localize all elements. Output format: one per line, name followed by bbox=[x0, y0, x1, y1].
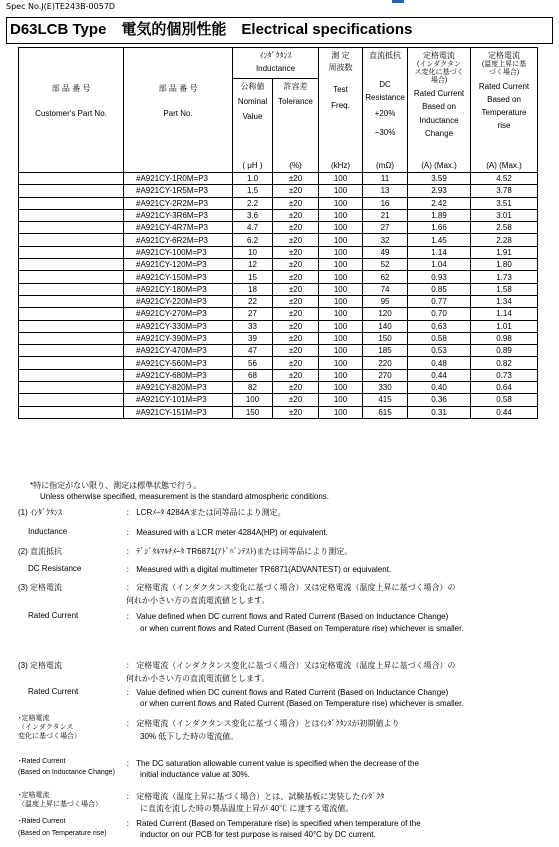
customer-part-no-cell bbox=[19, 369, 124, 381]
table-row bbox=[19, 283, 538, 295]
header-part-no: 部 品 番 号 Part No. bbox=[124, 48, 233, 173]
note3-text-en1: ： Value defined when DC current flows and Rated Current (Based on Inductance Change) bbox=[126, 612, 449, 621]
nominal-value-cell: 1.0 bbox=[233, 173, 273, 185]
dc-resistance-cell: 62 bbox=[363, 271, 408, 283]
rated-current-temperature-cell: 3.51 bbox=[471, 197, 538, 209]
tolerance-cell: ±20 bbox=[273, 185, 319, 197]
part-no-cell: #A921CY-150M=P3 bbox=[124, 271, 233, 283]
nominal-value-cell: 82 bbox=[233, 382, 273, 394]
tolerance-cell: ±20 bbox=[273, 406, 319, 418]
customer-part-no-cell bbox=[19, 320, 124, 332]
note4-label-en: Rated Current bbox=[28, 687, 79, 696]
dc-resistance-cell: 32 bbox=[363, 234, 408, 246]
rated-current-temperature-cell: 0.82 bbox=[471, 357, 538, 369]
part-no-cell: #A921CY-680M=P3 bbox=[124, 369, 233, 381]
test-freq-cell: 100 bbox=[319, 259, 363, 271]
note6-label-en2: (Based on Temperature rise) bbox=[18, 830, 107, 837]
nominal-value-cell: 33 bbox=[233, 320, 273, 332]
customer-part-no-cell bbox=[19, 357, 124, 369]
rated-current-inductance-cell: 1.89 bbox=[408, 209, 471, 221]
note1-label-en: Inductance bbox=[28, 527, 68, 536]
note6-text-en2: inductor on our PCB for test purpose is raised 40°C by DC current. bbox=[140, 830, 376, 839]
note6-text-jp2: に直流を流した時の製品温度上昇が 40℃ に達する電流値。 bbox=[140, 804, 354, 813]
note5-label-jp3: 変化に基づく場合） bbox=[18, 733, 81, 740]
rated-current-temperature-cell: 1.14 bbox=[471, 308, 538, 320]
table-row bbox=[19, 173, 538, 185]
test-freq-cell: 100 bbox=[319, 295, 363, 307]
dc-resistance-cell: 95 bbox=[363, 295, 408, 307]
general-note-en: Unless otherwise specified, measurement is the standard atmospheric conditions. bbox=[40, 492, 330, 501]
note4-text-en1: ： Value defined when DC current flows and Rated Current (Based on Inductance Change) bbox=[126, 688, 449, 697]
test-freq-cell: 100 bbox=[319, 185, 363, 197]
rated-current-inductance-cell: 0.70 bbox=[408, 308, 471, 320]
note3-text-jp2: 何れか小さい方の直流電流値とします。 bbox=[126, 596, 270, 605]
note2-text-en: ： Measured with a digital multimeter TR6871(ADVANTEST) or equivalent. bbox=[126, 565, 392, 574]
test-freq-cell: 100 bbox=[319, 197, 363, 209]
part-no-cell: #A921CY-1R0M=P3 bbox=[124, 173, 233, 185]
rated-current-temperature-cell: 1.58 bbox=[471, 283, 538, 295]
table-row bbox=[19, 406, 538, 418]
table-row bbox=[19, 197, 538, 209]
accent-mark bbox=[392, 0, 404, 3]
table-row bbox=[19, 259, 538, 271]
table-row bbox=[19, 209, 538, 221]
nominal-value-cell: 100 bbox=[233, 394, 273, 406]
rated-current-inductance-cell: 1.14 bbox=[408, 246, 471, 258]
rated-current-temperature-cell: 1.01 bbox=[471, 320, 538, 332]
tolerance-cell: ±20 bbox=[273, 246, 319, 258]
dc-resistance-cell: 185 bbox=[363, 345, 408, 357]
note4-text-jp1: ： 定格電流（インダクタンス変化に基づく場合）又は定格電流（温度上昇に基づく場合）の bbox=[126, 661, 456, 670]
part-no-cell: #A921CY-101M=P3 bbox=[124, 394, 233, 406]
rated-current-temperature-cell: 3.78 bbox=[471, 185, 538, 197]
part-no-cell: #A921CY-220M=P3 bbox=[124, 295, 233, 307]
customer-part-no-cell bbox=[19, 406, 124, 418]
note3-label-en: Rated Current bbox=[28, 611, 79, 620]
rated-current-temperature-cell: 0.89 bbox=[471, 345, 538, 357]
rated-current-inductance-cell: 0.85 bbox=[408, 283, 471, 295]
customer-part-no-cell bbox=[19, 295, 124, 307]
page-title: D63LCB Type 電気的個別性能 Electrical specifications bbox=[6, 17, 553, 44]
tolerance-cell: ±20 bbox=[273, 197, 319, 209]
test-freq-cell: 100 bbox=[319, 406, 363, 418]
note6-label-jp1: ･定格電流 bbox=[18, 792, 50, 799]
nominal-value-cell: 12 bbox=[233, 259, 273, 271]
test-freq-cell: 100 bbox=[319, 357, 363, 369]
note6-text-jp1: ： 定格電流（温度上昇に基づく場合）とは、試験基板に実装したｲﾝﾀﾞｸﾀ bbox=[126, 792, 385, 801]
dc-resistance-cell: 330 bbox=[363, 382, 408, 394]
rated-current-inductance-cell: 0.31 bbox=[408, 406, 471, 418]
note6-label-en1: ･Rated Current bbox=[18, 818, 66, 825]
dc-resistance-cell: 220 bbox=[363, 357, 408, 369]
spec-number: Spec No.J(E)TE243B-0057D bbox=[6, 2, 116, 11]
header-nominal-value: 公称値 Nominal Value ( μH ) bbox=[233, 79, 273, 173]
dc-resistance-cell: 16 bbox=[363, 197, 408, 209]
customer-part-no-cell bbox=[19, 197, 124, 209]
rated-current-temperature-cell: 3.01 bbox=[471, 209, 538, 221]
nominal-value-cell: 39 bbox=[233, 332, 273, 344]
dc-resistance-cell: 150 bbox=[363, 332, 408, 344]
table-row bbox=[19, 246, 538, 258]
dc-resistance-cell: 27 bbox=[363, 222, 408, 234]
part-no-cell: #A921CY-4R7M=P3 bbox=[124, 222, 233, 234]
note5-text-en2: initial inductance value at 30%. bbox=[140, 770, 250, 779]
part-no-cell: #A921CY-180M=P3 bbox=[124, 283, 233, 295]
dc-resistance-cell: 120 bbox=[363, 308, 408, 320]
nominal-value-cell: 2.2 bbox=[233, 197, 273, 209]
note5-label-en1: ･Rated Current bbox=[18, 758, 66, 765]
rated-current-temperature-cell: 0.64 bbox=[471, 382, 538, 394]
rated-current-inductance-cell: 1.66 bbox=[408, 222, 471, 234]
rated-current-inductance-cell: 1.45 bbox=[408, 234, 471, 246]
nominal-value-cell: 4.7 bbox=[233, 222, 273, 234]
tolerance-cell: ±20 bbox=[273, 222, 319, 234]
tolerance-cell: ±20 bbox=[273, 320, 319, 332]
table-row bbox=[19, 382, 538, 394]
customer-part-no-cell bbox=[19, 246, 124, 258]
dc-resistance-cell: 21 bbox=[363, 209, 408, 221]
note1-text-jp: ： LCRﾒｰﾀ 4284Aまたは同等品により測定。 bbox=[126, 508, 286, 517]
customer-part-no-cell bbox=[19, 345, 124, 357]
tolerance-cell: ±20 bbox=[273, 295, 319, 307]
rated-current-temperature-cell: 2.58 bbox=[471, 222, 538, 234]
rated-current-inductance-cell: 3.59 bbox=[408, 173, 471, 185]
tolerance-cell: ±20 bbox=[273, 394, 319, 406]
rated-current-inductance-cell: 2.93 bbox=[408, 185, 471, 197]
nominal-value-cell: 27 bbox=[233, 308, 273, 320]
part-no-cell: #A921CY-2R2M=P3 bbox=[124, 197, 233, 209]
dc-resistance-cell: 415 bbox=[363, 394, 408, 406]
note3-label-jp: (3) 定格電流 bbox=[18, 583, 62, 592]
test-freq-cell: 100 bbox=[319, 394, 363, 406]
rated-current-temperature-cell: 1.73 bbox=[471, 271, 538, 283]
nominal-value-cell: 6.2 bbox=[233, 234, 273, 246]
note4-text-jp2: 何れか小さい方の直流電流値とします。 bbox=[126, 674, 270, 683]
note3-text-jp1: ： 定格電流（インダクタンス変化に基づく場合）又は定格電流（温度上昇に基づく場合）の bbox=[126, 583, 456, 592]
rated-current-inductance-cell: 0.53 bbox=[408, 345, 471, 357]
rated-current-inductance-cell: 0.40 bbox=[408, 382, 471, 394]
rated-current-inductance-cell: 0.58 bbox=[408, 332, 471, 344]
note3-text-en2: or when current flows and Rated Current (Based on Temperature rise) whichever is smaller. bbox=[140, 624, 464, 633]
table-row bbox=[19, 394, 538, 406]
test-freq-cell: 100 bbox=[319, 222, 363, 234]
header-rated-current-inductance: 定格電流 (インダクタンス変化に基づく場合) Rated Current Based on Inductance Change (A) (Max.) bbox=[408, 48, 471, 173]
dc-resistance-cell: 74 bbox=[363, 283, 408, 295]
dc-resistance-cell: 270 bbox=[363, 369, 408, 381]
note5-label-jp1: ･定格電流 bbox=[18, 715, 50, 722]
test-freq-cell: 100 bbox=[319, 308, 363, 320]
dc-resistance-cell: 615 bbox=[363, 406, 408, 418]
customer-part-no-cell bbox=[19, 308, 124, 320]
nominal-value-cell: 56 bbox=[233, 357, 273, 369]
note5-text-jp1: ： 定格電流（インダクタンス変化に基づく場合）とはｲﾝﾀﾞｸﾀﾝｽが初期値より bbox=[126, 719, 400, 728]
part-no-cell: #A921CY-3R6M=P3 bbox=[124, 209, 233, 221]
nominal-value-cell: 22 bbox=[233, 295, 273, 307]
nominal-value-cell: 18 bbox=[233, 283, 273, 295]
table-row bbox=[19, 357, 538, 369]
note1-label-jp: (1) ｲﾝﾀﾞｸﾀﾝｽ bbox=[18, 508, 62, 517]
table-row bbox=[19, 332, 538, 344]
test-freq-cell: 100 bbox=[319, 209, 363, 221]
nominal-value-cell: 150 bbox=[233, 406, 273, 418]
test-freq-cell: 100 bbox=[319, 345, 363, 357]
test-freq-cell: 100 bbox=[319, 234, 363, 246]
part-no-cell: #A921CY-1R5M=P3 bbox=[124, 185, 233, 197]
note5-text-en1: ： The DC saturation allowable current value is specified when the decrease of the bbox=[126, 759, 419, 768]
note4-label-jp: (3) 定格電流 bbox=[18, 661, 62, 670]
part-no-cell: #A921CY-6R2M=P3 bbox=[124, 234, 233, 246]
table-row bbox=[19, 345, 538, 357]
tolerance-cell: ±20 bbox=[273, 234, 319, 246]
note6-label-jp2: （温度上昇に基づく場合） bbox=[18, 801, 102, 808]
test-freq-cell: 100 bbox=[319, 271, 363, 283]
tolerance-cell: ±20 bbox=[273, 283, 319, 295]
rated-current-temperature-cell: 1.34 bbox=[471, 295, 538, 307]
test-freq-cell: 100 bbox=[319, 173, 363, 185]
note2-text-jp: ： ﾃﾞｼﾞﾀﾙﾏﾙﾁﾒｰﾀ TR6871(ｱﾄﾞﾊﾞﾝﾃｽﾄ)または同等品により測定。 bbox=[126, 547, 353, 556]
tolerance-cell: ±20 bbox=[273, 308, 319, 320]
rated-current-inductance-cell: 0.44 bbox=[408, 369, 471, 381]
table-row bbox=[19, 185, 538, 197]
test-freq-cell: 100 bbox=[319, 320, 363, 332]
part-no-cell: #A921CY-151M=P3 bbox=[124, 406, 233, 418]
table-row bbox=[19, 222, 538, 234]
table-row bbox=[19, 234, 538, 246]
table-row bbox=[19, 320, 538, 332]
nominal-value-cell: 1.5 bbox=[233, 185, 273, 197]
header-tolerance: 許容差 Tolerance (%) bbox=[273, 79, 319, 173]
customer-part-no-cell bbox=[19, 283, 124, 295]
tolerance-cell: ±20 bbox=[273, 357, 319, 369]
rated-current-temperature-cell: 4.52 bbox=[471, 173, 538, 185]
header-inductance-group: ｲﾝﾀﾞｸﾀﾝｽ Inductance bbox=[233, 48, 319, 79]
customer-part-no-cell bbox=[19, 382, 124, 394]
part-no-cell: #A921CY-120M=P3 bbox=[124, 259, 233, 271]
table-row bbox=[19, 271, 538, 283]
header-customer-part-no: 部 品 番 号 Customer's Part No. bbox=[19, 48, 124, 173]
table-row bbox=[19, 308, 538, 320]
part-no-cell: #A921CY-390M=P3 bbox=[124, 332, 233, 344]
note5-label-en2: (Based on Inductance Change) bbox=[18, 769, 115, 776]
rated-current-inductance-cell: 1.04 bbox=[408, 259, 471, 271]
rated-current-inductance-cell: 0.48 bbox=[408, 357, 471, 369]
test-freq-cell: 100 bbox=[319, 332, 363, 344]
rated-current-inductance-cell: 0.63 bbox=[408, 320, 471, 332]
nominal-value-cell: 10 bbox=[233, 246, 273, 258]
dc-resistance-cell: 13 bbox=[363, 185, 408, 197]
note4-text-en2: or when current flows and Rated Current (Based on Temperature rise) whichever is smaller. bbox=[140, 699, 464, 708]
tolerance-cell: ±20 bbox=[273, 271, 319, 283]
part-no-cell: #A921CY-270M=P3 bbox=[124, 308, 233, 320]
tolerance-cell: ±20 bbox=[273, 332, 319, 344]
customer-part-no-cell bbox=[19, 222, 124, 234]
part-no-cell: #A921CY-330M=P3 bbox=[124, 320, 233, 332]
table-row bbox=[19, 295, 538, 307]
tolerance-cell: ±20 bbox=[273, 382, 319, 394]
part-no-cell: #A921CY-820M=P3 bbox=[124, 382, 233, 394]
nominal-value-cell: 3.6 bbox=[233, 209, 273, 221]
test-freq-cell: 100 bbox=[319, 382, 363, 394]
customer-part-no-cell bbox=[19, 234, 124, 246]
test-freq-cell: 100 bbox=[319, 369, 363, 381]
nominal-value-cell: 68 bbox=[233, 369, 273, 381]
tolerance-cell: ±20 bbox=[273, 173, 319, 185]
note6-text-en1: ： Rated Current (Based on Temperature rise) is specified when temperature of the bbox=[126, 819, 421, 828]
note2-label-jp: (2) 直流抵抗 bbox=[18, 547, 62, 556]
note5-label-jp2: （インダクタンス bbox=[18, 724, 74, 731]
customer-part-no-cell bbox=[19, 259, 124, 271]
rated-current-inductance-cell: 0.36 bbox=[408, 394, 471, 406]
tolerance-cell: ±20 bbox=[273, 259, 319, 271]
tolerance-cell: ±20 bbox=[273, 369, 319, 381]
spec-table bbox=[18, 47, 538, 419]
header-rated-current-temperature: 定格電流 (温度上昇に基づく場合) Rated Current Based on Temperature rise (A) (Max.) bbox=[471, 48, 538, 173]
header-dc-resistance: 直流抵抗 DC Resistance +20% −30% (mΩ) bbox=[363, 48, 408, 173]
customer-part-no-cell bbox=[19, 332, 124, 344]
spec-table-body bbox=[19, 173, 538, 419]
dc-resistance-cell: 52 bbox=[363, 259, 408, 271]
rated-current-temperature-cell: 0.98 bbox=[471, 332, 538, 344]
part-no-cell: #A921CY-100M=P3 bbox=[124, 246, 233, 258]
rated-current-temperature-cell: 2.28 bbox=[471, 234, 538, 246]
rated-current-inductance-cell: 2.42 bbox=[408, 197, 471, 209]
customer-part-no-cell bbox=[19, 209, 124, 221]
dc-resistance-cell: 49 bbox=[363, 246, 408, 258]
customer-part-no-cell bbox=[19, 173, 124, 185]
part-no-cell: #A921CY-470M=P3 bbox=[124, 345, 233, 357]
rated-current-inductance-cell: 0.93 bbox=[408, 271, 471, 283]
customer-part-no-cell bbox=[19, 394, 124, 406]
rated-current-temperature-cell: 1.80 bbox=[471, 259, 538, 271]
rated-current-temperature-cell: 0.73 bbox=[471, 369, 538, 381]
header-test-freq: 測 定 周波数 Test Freq. (kHz) bbox=[319, 48, 363, 173]
rated-current-temperature-cell: 1.91 bbox=[471, 246, 538, 258]
part-no-cell: #A921CY-560M=P3 bbox=[124, 357, 233, 369]
test-freq-cell: 100 bbox=[319, 246, 363, 258]
dc-resistance-cell: 11 bbox=[363, 173, 408, 185]
table-row bbox=[19, 369, 538, 381]
note1-text-en: ： Measured with a LCR meter 4284A(HP) or equivalent. bbox=[126, 528, 328, 537]
rated-current-temperature-cell: 0.58 bbox=[471, 394, 538, 406]
rated-current-inductance-cell: 0.77 bbox=[408, 295, 471, 307]
customer-part-no-cell bbox=[19, 271, 124, 283]
note2-label-en: DC Resistance bbox=[28, 564, 82, 573]
general-note-jp: *特に指定がない限り、測定は標準状態で行う。 bbox=[30, 481, 202, 490]
rated-current-temperature-cell: 0.44 bbox=[471, 406, 538, 418]
test-freq-cell: 100 bbox=[319, 283, 363, 295]
tolerance-cell: ±20 bbox=[273, 209, 319, 221]
customer-part-no-cell bbox=[19, 185, 124, 197]
dc-resistance-cell: 140 bbox=[363, 320, 408, 332]
nominal-value-cell: 15 bbox=[233, 271, 273, 283]
note5-text-jp2: 30% 低下した時の電流値。 bbox=[140, 732, 239, 741]
nominal-value-cell: 47 bbox=[233, 345, 273, 357]
tolerance-cell: ±20 bbox=[273, 345, 319, 357]
